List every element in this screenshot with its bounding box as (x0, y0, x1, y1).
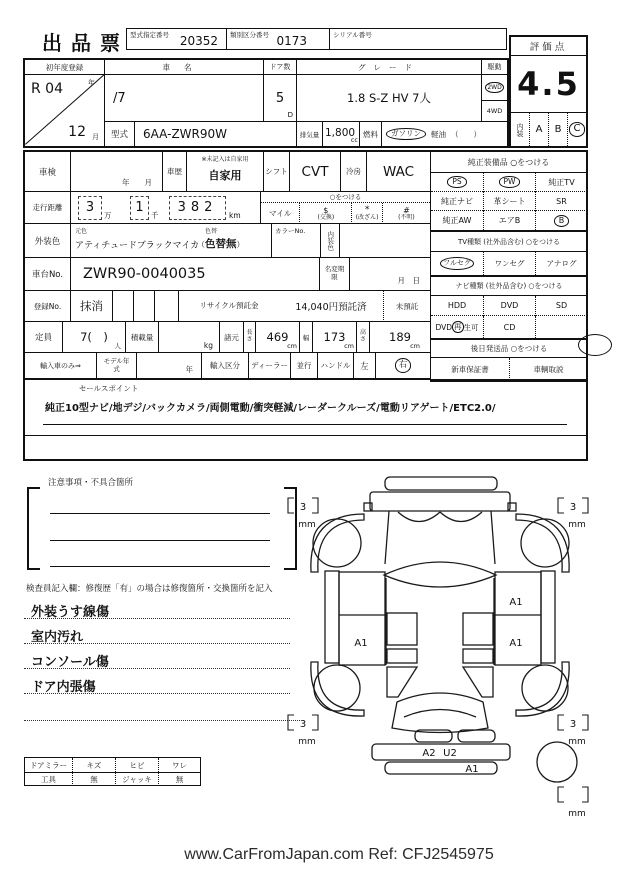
selected-circle-mark: C (569, 122, 586, 137)
chassis-value: ZWR90-0040035 (83, 266, 206, 282)
fuel-cell (382, 122, 507, 146)
tv-type-title: TV種類 (社外品含む) ○をつける (431, 232, 587, 252)
int-color-cell (340, 224, 430, 258)
mileage-man-box: 3 (78, 196, 102, 220)
tread-marker-spare (558, 787, 588, 819)
reg-month: 12 (68, 124, 86, 140)
header-box-class-code (227, 28, 330, 50)
load-cell (159, 322, 220, 353)
defect-line-1: 外装うす線傷 (31, 605, 110, 620)
svg-text:3: 3 (569, 502, 577, 513)
tread-marker-rear-left (288, 715, 318, 747)
length-cell: 469 cm (256, 322, 300, 353)
floor-panel (387, 613, 417, 645)
ac-value: WAC (367, 152, 430, 192)
equip-pw-selected: PW (483, 173, 535, 192)
reg-year-unit: 年 (88, 79, 95, 87)
vehicle-table (23, 58, 509, 148)
first-registration-cell (25, 75, 105, 146)
col-car-name: 車名 (105, 60, 264, 75)
flag-hash: # (不明) (382, 203, 430, 224)
jack-none: 無 (158, 772, 200, 786)
rear-pillar-left (387, 667, 417, 697)
equip-airbag: エアB (483, 211, 535, 230)
details-table (23, 150, 588, 461)
grade-cell: 1.8 S-Z HV 7人 (297, 75, 482, 122)
windshield-arc-right (440, 512, 482, 522)
ext-color-value: アティチュードブラックマイカ (75, 241, 200, 251)
inspector-title: 検査員記入欄：修復歴「有」の場合は修復箇所・交換箇所を記入 (26, 584, 273, 594)
fuel-label: 燃料 (360, 122, 382, 146)
col-drive: 駆動 (482, 60, 507, 75)
floor-panel (463, 613, 493, 645)
ext-color-label: 外装色 (25, 224, 71, 258)
header-box-value: 0173 (276, 34, 307, 48)
reg-no-value: 抹消 (71, 291, 113, 322)
front-panel (370, 492, 510, 511)
floor-panel (387, 649, 417, 663)
defect-line-4: ドア内張傷 (31, 680, 96, 695)
name-change-units: 月 日 (397, 276, 420, 285)
reg-no-label: 登録No. (25, 291, 71, 322)
doors-cell (264, 75, 297, 122)
tread-marker-front-right (558, 498, 588, 530)
drive-2wd-cell (482, 75, 507, 101)
model-code-label: 型式 (105, 122, 135, 146)
length-label: 長さ (244, 322, 256, 353)
equipment-column (430, 152, 586, 382)
mark-rear-bumper-a1: A1 (465, 764, 479, 775)
roof (384, 562, 496, 587)
header-box-label: 類別区分番号 (230, 31, 269, 39)
reg-month-unit: 月 (92, 133, 99, 141)
load-unit: kg (203, 341, 213, 350)
color-no-label: カラーNo. (275, 227, 306, 235)
reg-era-year: R 04 (31, 81, 63, 97)
displacement-label: 排気量 (297, 122, 323, 146)
history-cell (187, 152, 264, 192)
mileage-man-unit: 万 (104, 211, 112, 220)
tools-none: 無 (72, 772, 115, 786)
handle-left: 左 (354, 353, 376, 379)
equip-b-selected: B (535, 211, 587, 230)
chassis-label: 車台No. (25, 258, 71, 291)
car-damage-diagram (280, 465, 640, 855)
flag-star: * (改ざん) (351, 203, 381, 224)
height-label: 高さ (357, 322, 370, 353)
header-box-label: シリアル番号 (333, 31, 372, 39)
name-change-cell (350, 258, 430, 291)
mirror-tools-table (24, 757, 201, 786)
fender-rear-right (516, 662, 569, 716)
mileage-label: 走行距離 (25, 192, 71, 224)
wheel-front-right (521, 519, 569, 567)
defect-underline-3 (24, 668, 290, 669)
model-year-label: モデル年式 (97, 353, 137, 379)
score-label: 評価点 (511, 37, 586, 56)
equip-sr: SR (535, 192, 587, 211)
svg-text:mm: mm (568, 520, 586, 530)
flags-note: ○をつける (261, 192, 430, 203)
inspection-label: 車検 (25, 152, 71, 192)
equipment-title: 純正装備品 ○をつける (431, 152, 586, 173)
header-box-serial (330, 28, 507, 50)
car-name-cell (105, 75, 264, 122)
ship-manual: 車輌取説 (509, 358, 587, 380)
color-no-cell (272, 224, 321, 258)
selected-circle-mark: 2WD (485, 82, 503, 94)
defect-underline-4 (24, 693, 290, 694)
inspection-units: 年 月 (122, 178, 152, 187)
selected-circle-mark: ガソリン (386, 128, 426, 139)
header-box-value: 20352 (179, 34, 218, 48)
svg-text:3: 3 (299, 719, 307, 730)
door-panel-right (495, 572, 541, 665)
header-box-label: 型式指定番号 (130, 31, 169, 39)
interior-grade-b: B (548, 112, 567, 146)
mark-left-rear-door: A1 (354, 638, 368, 649)
mirror-label: ドアミラー (29, 760, 68, 770)
import-only-label: 輸入車のみ⇒ (25, 353, 97, 379)
equip-tv: 純正TV (535, 173, 587, 192)
row-divider (25, 435, 586, 436)
capacity-cell: 7( ) 人 (63, 322, 126, 353)
inspection-cell (71, 152, 163, 192)
mirror-break: ワレ (158, 758, 200, 772)
history-label: 車歴 (163, 152, 187, 192)
model-year-cell (137, 353, 202, 379)
defect-line-2: 室内汚れ (31, 630, 84, 645)
defect-underline-5 (24, 720, 300, 721)
navi-hdd: HDD (431, 296, 483, 316)
caution-line-2 (50, 540, 270, 541)
defect-underline-1 (24, 618, 290, 619)
interior-grade-a: A (529, 112, 548, 146)
navi-cd: CD (483, 316, 535, 338)
front-bumper (385, 477, 497, 490)
svg-text:mm: mm (298, 737, 316, 747)
sales-point-value: 純正10型ナビ/地デジ/バックカメラ/両側電動/衝突軽減/レーダークルーズ/電動リアゲート/ETC2.0/ (45, 403, 496, 414)
displacement-cell (323, 122, 360, 146)
equip-ps-selected: PS (431, 173, 483, 192)
caution-line-1 (50, 513, 270, 514)
length-unit: cm (287, 342, 297, 350)
shipping-title: 後日発送品 ○をつける (431, 340, 587, 358)
defect-line-3: コンソール傷 (31, 655, 109, 670)
equip-navi: 純正ナビ (431, 192, 483, 211)
svg-text:mm: mm (568, 809, 586, 819)
doors-value: 5 (275, 90, 285, 106)
history-note: ※未記入は自家用 (201, 156, 249, 163)
svg-text:mm: mm (568, 737, 586, 747)
rear-window-arc (404, 710, 476, 718)
mark-right-rear-door: A1 (509, 638, 523, 649)
navi-dvd: DVD (483, 296, 535, 316)
score-box (509, 35, 588, 148)
floor-panel (463, 649, 493, 663)
tv-analog: アナログ (535, 252, 587, 275)
drive-4wd-cell: 4WD (482, 101, 507, 122)
capacity-label: 定員 (25, 322, 63, 353)
side-sill-right (541, 571, 555, 663)
mark-right-front-door: A1 (509, 597, 523, 608)
fender-front-left (311, 514, 364, 572)
tv-oneseg: ワンセグ (483, 252, 535, 275)
int-color-label: 内装色 (321, 224, 340, 258)
a-pillar-left (385, 511, 389, 564)
sheet-title: 出品票 (42, 31, 129, 55)
svg-text:mm: mm (298, 520, 316, 530)
spare-wheel (537, 742, 577, 782)
orig-color-label: 元色 (75, 228, 88, 235)
mileage-sen-box: 1 (130, 196, 149, 220)
equip-aw: 純正AW (442, 216, 472, 225)
model-code-value: 6AA-ZWR90W (143, 127, 228, 141)
sales-point-row (25, 379, 586, 435)
mark-rear-gate-a2: A2 (422, 748, 436, 759)
name-change-label: 名変期限 (320, 258, 350, 291)
defect-underline-2 (24, 643, 290, 644)
height-unit: cm (410, 342, 420, 350)
recolor-value: （色替無） (197, 238, 245, 250)
doors-unit: D (287, 111, 293, 119)
col-doors: ドア数 (264, 60, 297, 75)
hand-drawn-oval-mark (578, 334, 612, 356)
rear-bumper-bar (385, 762, 497, 774)
rear-pillar-right (463, 667, 493, 697)
mark-rear-gate-u2: U2 (443, 748, 457, 759)
footer-watermark: www.CarFromJapan.com Ref: CFJ2545975 (184, 846, 494, 863)
ship-warranty: 新車保証書 (451, 364, 489, 374)
history-value: 自家用 (208, 169, 242, 182)
recolor-label: 色替 (205, 228, 218, 235)
caution-line-3 (50, 566, 270, 567)
load-label: 積載量 (126, 322, 159, 353)
tread-marker-front-left (288, 498, 318, 530)
displacement-value: 1,800 (325, 127, 356, 139)
model-year-unit: 年 (185, 365, 193, 374)
fender-rear-left (311, 662, 364, 716)
navi-type-title: ナビ種類 (社外品含む) ○をつける (431, 277, 587, 296)
sales-point-underline (43, 424, 567, 425)
selected-circle-mark: 右 (395, 358, 412, 373)
reg-blank-3 (155, 291, 179, 322)
navi-blank (535, 316, 587, 338)
mirror-crack: ヒビ (115, 758, 158, 772)
caution-bracket-left (27, 487, 40, 570)
a-pillar-right (491, 511, 495, 564)
interior-grade-label: 内装 (511, 112, 529, 146)
interior-grade-c-selected (567, 112, 586, 146)
door-panel-left (339, 572, 385, 665)
import-parallel: 並行 (291, 353, 318, 379)
import-dealer: ディーラー (249, 353, 291, 379)
mileage-cell (71, 192, 261, 224)
width-cell: 173 cm (313, 322, 357, 353)
recycle-unpaid: 未預託 (383, 291, 430, 322)
caution-title: 注意事項・不具合箇所 (48, 478, 134, 488)
navi-dvd-playable-selected: DVD 再 生可 (435, 322, 479, 332)
jack-label: ジャッキ (115, 772, 158, 786)
ext-color-cell (71, 224, 272, 258)
svg-text:3: 3 (569, 719, 577, 730)
width-label: 幅 (300, 322, 313, 353)
fuel-paren: （ ） (451, 129, 481, 139)
equip-leather: 革シート (483, 192, 535, 211)
width-unit: cm (344, 342, 354, 350)
shift-value: CVT (290, 152, 341, 192)
fuel-diesel: 軽油 (431, 129, 446, 139)
mileage-unit: km (229, 211, 241, 220)
score-value: 4.5 (517, 65, 580, 103)
import-class-label: 輸入区分 (202, 353, 249, 379)
car-name-value: /7 (113, 90, 126, 106)
recycle-paid: 14,040円預託済 (279, 291, 383, 322)
mileage-sen-unit: 千 (151, 211, 159, 220)
sales-point-label: セールスポイント (79, 384, 139, 393)
windshield-arc-left (398, 512, 440, 522)
svg-text:3: 3 (299, 502, 307, 513)
navi-sd: SD (535, 296, 587, 316)
reg-blank-2 (134, 291, 155, 322)
rear-gate-bar (372, 744, 510, 760)
handle-right-selected (376, 353, 430, 379)
capacity-unit: 人 (114, 342, 121, 350)
model-code-cell (135, 122, 297, 146)
recycle-label: リサイクル預託金 (179, 291, 279, 322)
flag-mile: マイル (268, 209, 292, 218)
chassis-cell (71, 258, 320, 291)
shift-label: シフト (264, 152, 290, 192)
col-grade: グレード (297, 60, 482, 75)
mileage-num-box: 382 (169, 196, 226, 220)
side-sill-left (325, 571, 339, 663)
displacement-unit: cc (350, 136, 358, 144)
rear-hatch (392, 693, 488, 733)
handle-label: ハンドル (318, 353, 354, 379)
height-cell: 189 cm (370, 322, 430, 353)
odometer-flags (261, 192, 430, 224)
flag-dollar: $ (交換) (299, 203, 351, 224)
tools-label: 工具 (25, 772, 72, 786)
fender-front-right (516, 514, 569, 572)
header-box-model-code (126, 28, 227, 50)
col-first-reg: 初年度登録 (25, 60, 105, 75)
tv-fullseg-selected: フルセグ (431, 252, 483, 275)
ac-label: 冷房 (341, 152, 367, 192)
spec-label: 諸元 (220, 322, 244, 353)
reg-blank-1 (113, 291, 134, 322)
mirror-scratch: キズ (72, 758, 115, 772)
